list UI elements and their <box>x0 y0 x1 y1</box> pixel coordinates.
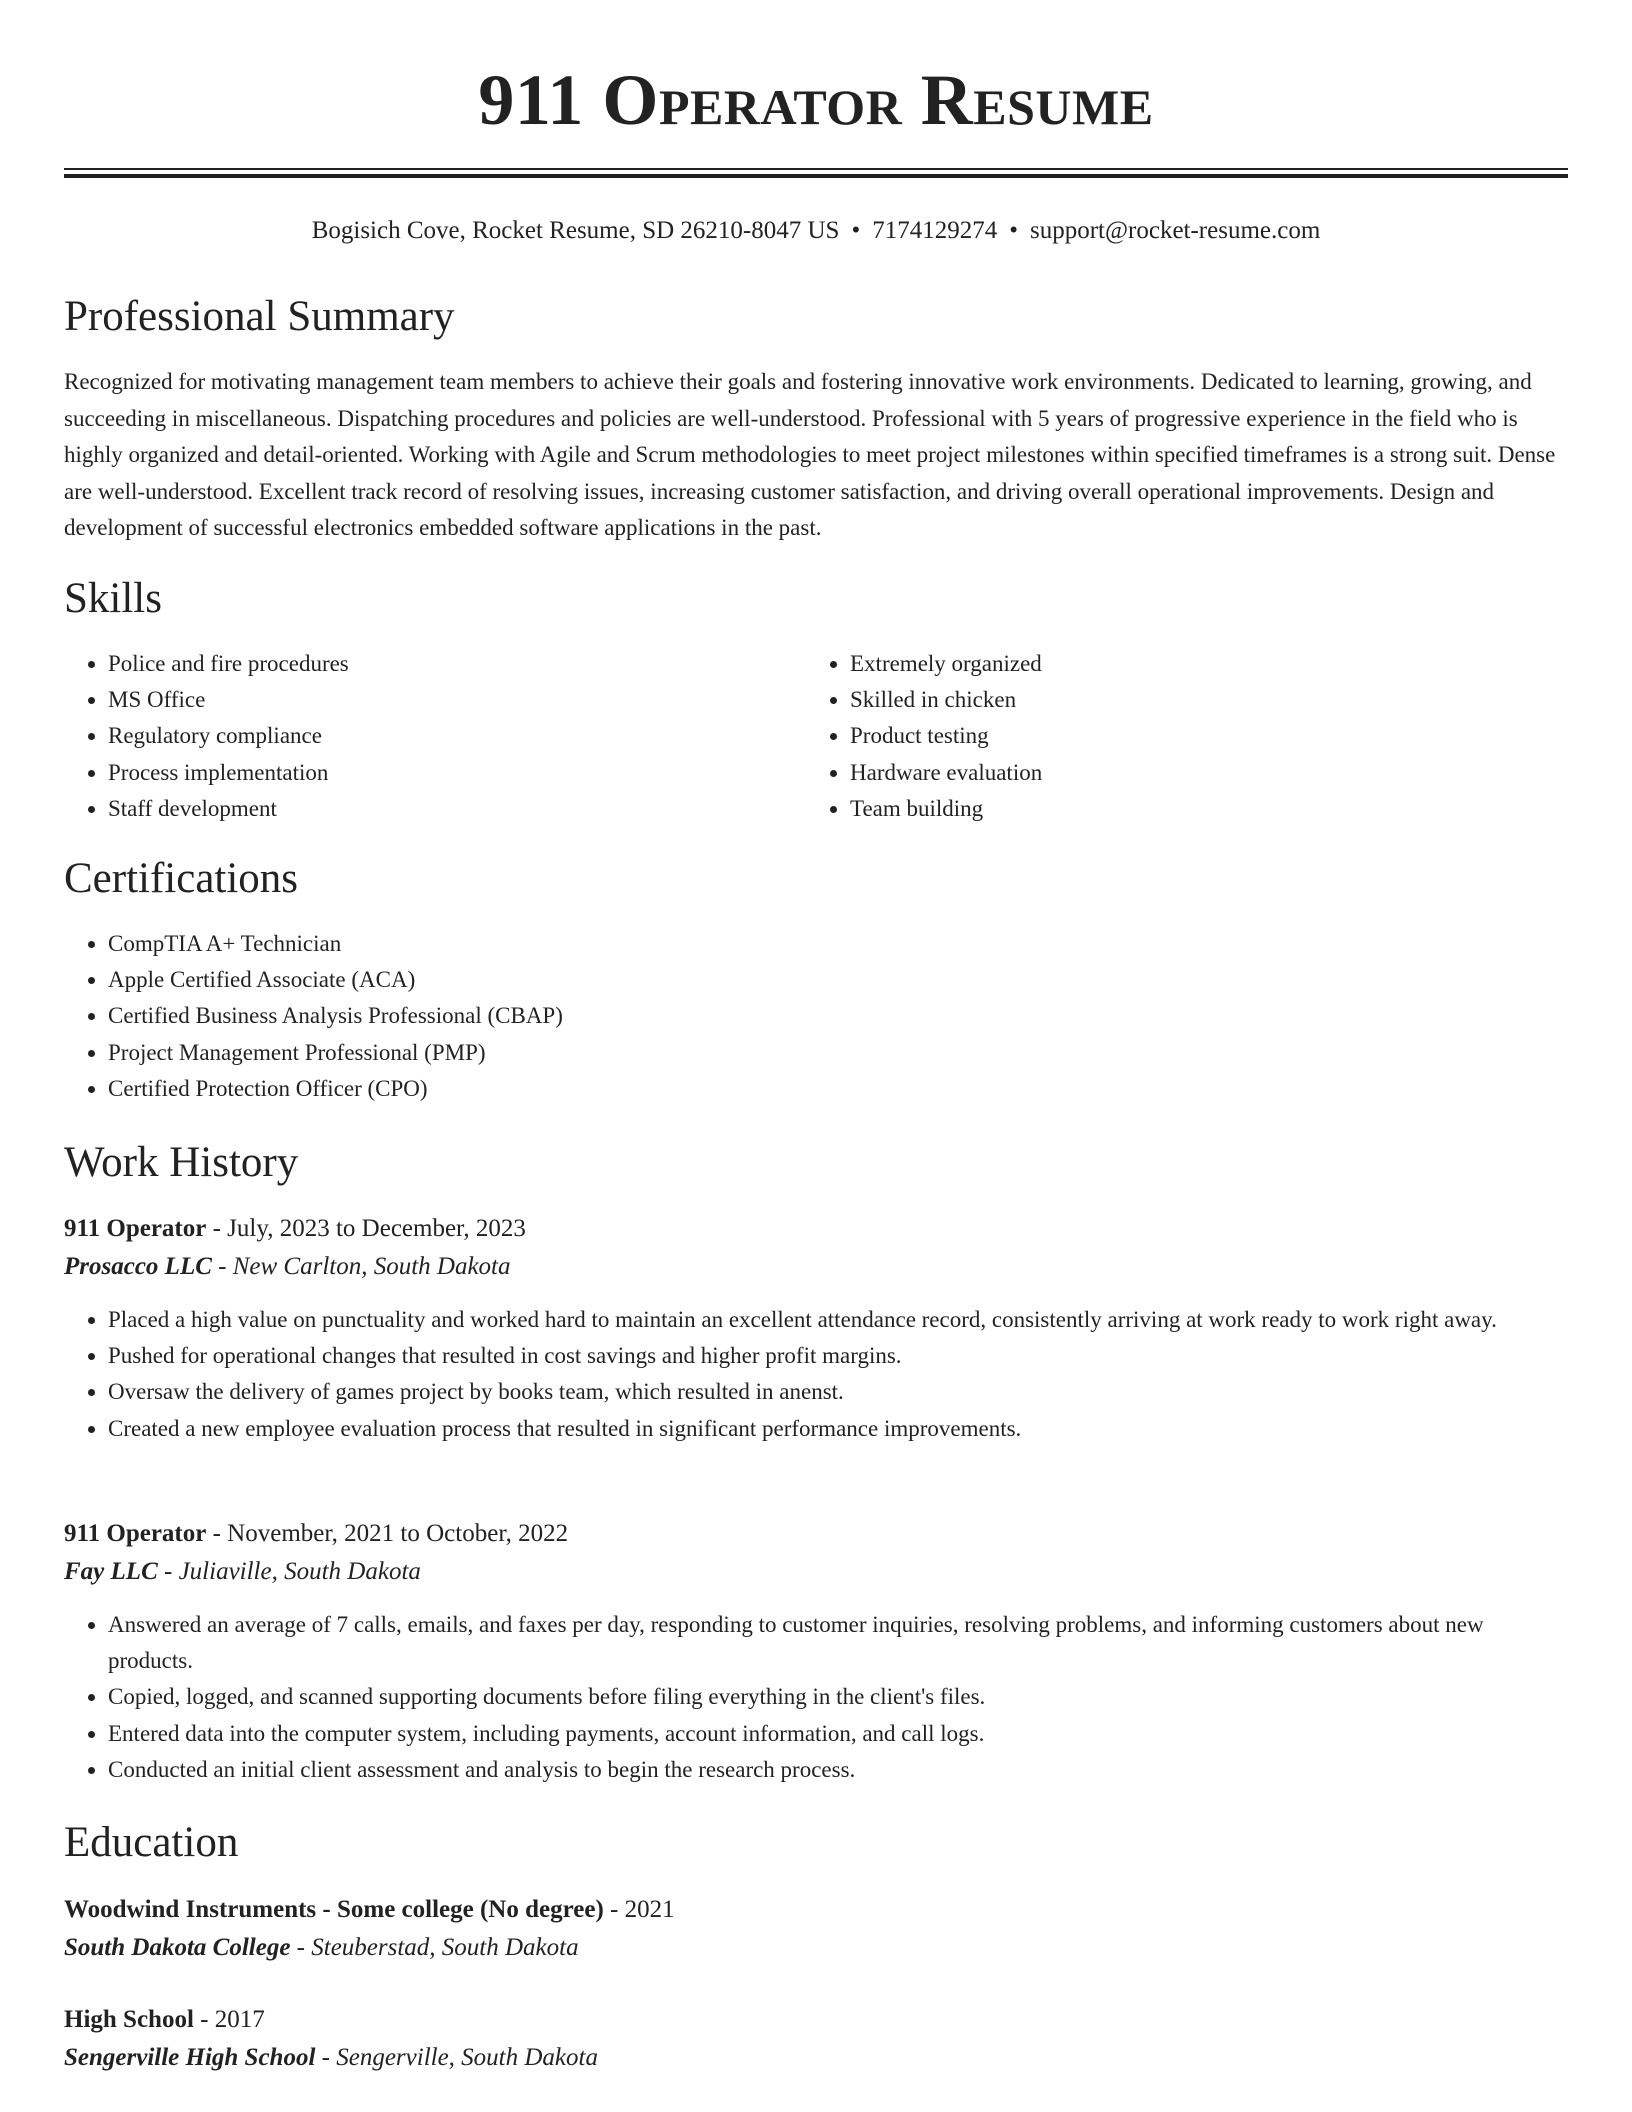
work-history-heading: Work History <box>64 1139 299 1186</box>
job-bullet: • Conducted an initial client assessment and analysis to begin the research process. <box>108 1752 1568 1788</box>
skill-item: • Regulatory compliance <box>108 718 804 754</box>
job-bullet: • Oversaw the delivery of games project by books team, which resulted in anenst. <box>108 1374 1568 1410</box>
skill-item: • Team building <box>850 791 1546 827</box>
job-title-line <box>64 1515 1568 1553</box>
job-bullet: • Copied, logged, and scanned supporting documents before filing everything in the client's files. <box>108 1679 1568 1715</box>
job-entry <box>64 1515 1568 1591</box>
skill-item: • Skilled in chicken <box>850 682 1546 718</box>
skills-section <box>64 574 1568 624</box>
skills-list-right <box>806 646 1546 827</box>
contact-separator: • <box>851 217 861 244</box>
certification-item: • CompTIA A+ Technician <box>108 926 1568 962</box>
certification-item: • Apple Certified Associate (ACA) <box>108 962 1568 998</box>
resume-title: 911 Operator Resume <box>478 60 1154 140</box>
job-bullet: • Created a new employee evaluation process that resulted in significant performance improvements. <box>108 1411 1568 1447</box>
education-degree: Woodwind Instruments - Some college (No degree) <box>64 1896 604 1923</box>
contact-separator: • <box>1009 217 1018 244</box>
education-year: - 2021 <box>603 1896 675 1923</box>
skills-right-column <box>806 646 1546 827</box>
contact-email: support@rocket-resume.com <box>1030 217 1321 244</box>
job-title: 911 Operator <box>64 1215 207 1242</box>
summary-body <box>64 364 1568 547</box>
certifications-section <box>64 854 1568 904</box>
certification-item: • Certified Protection Officer (CPO) <box>108 1071 1568 1107</box>
contact-address: Bogisich Cove, Rocket Resume, SD 26210-8047 US <box>311 217 840 244</box>
job-company: Fay LLC <box>64 1558 158 1585</box>
education-school-line <box>64 1929 1568 1967</box>
summary-heading: Professional Summary <box>64 293 455 340</box>
skills-heading: Skills <box>64 575 162 622</box>
job-bullets <box>64 1607 1568 1788</box>
education-school-line <box>64 2039 1568 2077</box>
job-title: 911 Operator <box>64 1520 207 1547</box>
work-history-section <box>64 1138 1568 1188</box>
job-bullet: • Pushed for operational changes that resulted in cost savings and higher profit margins. <box>108 1338 1568 1374</box>
education-entry <box>64 1891 1568 1967</box>
education-section <box>64 1818 1568 1868</box>
certification-item: • Certified Business Analysis Professional (CBAP) <box>108 998 1568 1034</box>
header-rule-thick <box>64 174 1568 178</box>
job-bullet: • Placed a high value on punctuality and worked hard to maintain an excellent attendance record, consistently arriving at work ready to work right away. <box>108 1302 1568 1338</box>
job-bullet-list <box>64 1302 1568 1447</box>
skill-item: • MS Office <box>108 682 804 718</box>
job-title-line <box>64 1210 1568 1248</box>
education-degree: High School <box>64 2006 194 2033</box>
contact-phone: 7174129274 <box>872 217 998 244</box>
education-location: - Steuberstad, South Dakota <box>290 1934 579 1961</box>
summary-section <box>64 292 1568 342</box>
skill-item: • Police and fire procedures <box>108 646 804 682</box>
job-bullet-list <box>64 1607 1568 1788</box>
job-bullets <box>64 1302 1568 1447</box>
job-company-line <box>64 1248 1568 1286</box>
education-school: South Dakota College <box>64 1934 291 1961</box>
education-school: Sengerville High School <box>64 2044 316 2071</box>
education-heading: Education <box>64 1819 239 1866</box>
job-location: - New Carlton, South Dakota <box>211 1253 511 1280</box>
header-rule-thin <box>64 168 1568 170</box>
education-degree-line <box>64 2001 1568 2039</box>
skills-left-column <box>64 646 804 827</box>
certifications-list <box>64 926 1568 1107</box>
skill-item: • Extremely organized <box>850 646 1546 682</box>
job-dates: - November, 2021 to October, 2022 <box>206 1520 569 1547</box>
job-bullet: • Answered an average of 7 calls, emails, and faxes per day, responding to customer inquiries, resolving problems, and informing customers about new products. <box>108 1607 1568 1679</box>
job-bullet: • Entered data into the computer system, including payments, account information, and call logs. <box>108 1716 1568 1752</box>
summary-text: Recognized for motivating management team members to achieve their goals and fostering innovative work environments. Dedicated to learning, growing, and succeeding in miscellaneous. Dispatching procedures and policies are well-understood. Professional with 5 years of progressive experience in the field who is highly organized and detail-oriented. Working with Agile and Scrum methodologies to meet project milestones within specified timeframes is a strong suit. Dense are well-understood. Excellent track record of resolving issues, increasing customer satisfaction, and driving overall operational improvements. Design and development of successful electronics embedded software applications in the past. <box>64 369 1556 540</box>
education-location: - Sengerville, South Dakota <box>315 2044 598 2071</box>
certifications-heading: Certifications <box>64 855 299 902</box>
skill-item: • Product testing <box>850 718 1546 754</box>
certification-item: • Project Management Professional (PMP) <box>108 1035 1568 1071</box>
skills-list-left <box>64 646 804 827</box>
job-company: Prosacco LLC <box>64 1253 212 1280</box>
job-dates: - July, 2023 to December, 2023 <box>206 1215 526 1242</box>
job-company-line <box>64 1553 1568 1591</box>
education-year: - 2017 <box>193 2006 265 2033</box>
job-entry <box>64 1210 1568 1286</box>
education-degree-line <box>64 1891 1568 1929</box>
job-location: - Juliaville, South Dakota <box>157 1558 421 1585</box>
certifications-body <box>64 926 1568 1107</box>
skill-item: • Staff development <box>108 791 804 827</box>
education-entry <box>64 2001 1568 2077</box>
contact-line <box>64 214 1568 248</box>
skill-item: • Hardware evaluation <box>850 755 1546 791</box>
skill-item: • Process implementation <box>108 755 804 791</box>
